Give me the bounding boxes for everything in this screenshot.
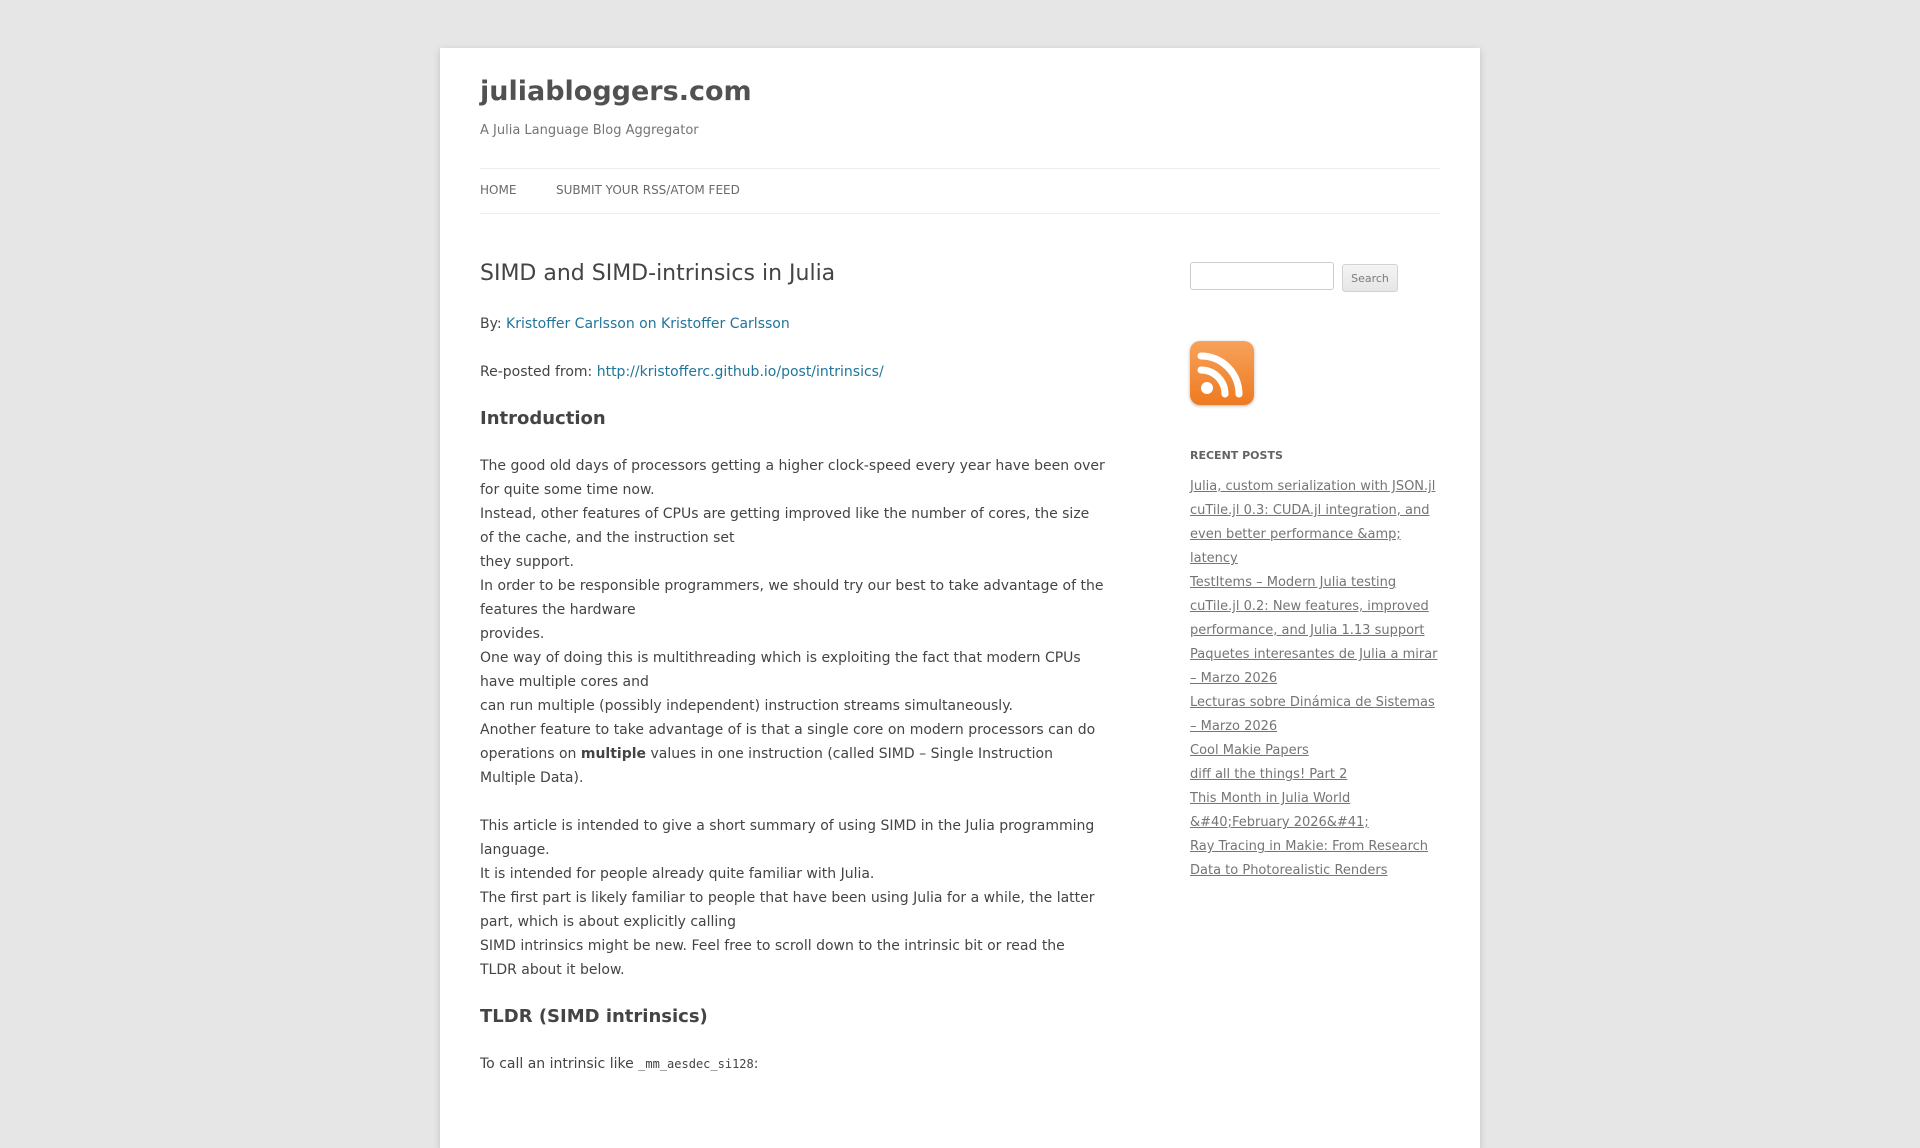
recent-post-link[interactable]: Julia, custom serialization with JSON.jl (1190, 479, 1436, 494)
post-byline (480, 312, 1105, 336)
search-input[interactable] (1190, 262, 1334, 290)
list-item (1190, 571, 1440, 595)
recent-posts-title: RECENT POSTS (1190, 449, 1283, 462)
recent-posts-list (1190, 475, 1440, 883)
list-item (1190, 835, 1440, 883)
source-link[interactable]: http://kristofferc.github.io/post/intrinsics/ (596, 364, 884, 380)
site-description: A Julia Language Blog Aggregator (480, 123, 699, 138)
recent-post-link[interactable]: Paquetes interesantes de Julia a mirar – Marzo 2026 (1190, 647, 1438, 686)
rss-icon (1190, 341, 1254, 405)
recent-post-link[interactable]: cuTile.jl 0.3: CUDA.jl integration, and even better performance &amp; latency (1190, 503, 1430, 566)
paragraph: It is intended for people already quite familiar with Julia. (480, 866, 875, 882)
paragraph: can run multiple (possibly independent) instruction streams simultaneously. (480, 698, 1013, 714)
nav-item-submit-feed[interactable]: SUBMIT YOUR RSS/ATOM FEED (556, 183, 740, 197)
recent-post-link[interactable]: Lecturas sobre Dinámica de Sistemas – Marzo 2026 (1190, 695, 1435, 734)
recent-post-link[interactable]: cuTile.jl 0.2: New features, improved performance, and Julia 1.13 support (1190, 599, 1429, 638)
rss-feed-icon[interactable] (1190, 341, 1254, 405)
list-item (1190, 643, 1440, 691)
heading-tldr: TLDR (SIMD intrinsics) (480, 1006, 708, 1027)
recent-post-link[interactable]: TestItems – Modern Julia testing (1190, 575, 1397, 590)
list-item (1190, 595, 1440, 643)
heading-introduction: Introduction (480, 408, 606, 429)
paragraph: This article is intended to give a short summary of using SIMD in the Julia programming language. (480, 818, 1095, 858)
nav-item-home[interactable]: HOME (480, 183, 517, 197)
text-span: To call an intrinsic like (480, 1056, 639, 1072)
recent-post-link[interactable]: Ray Tracing in Makie: From Research Data to Photorealistic Renders (1190, 839, 1429, 878)
post-content (480, 258, 1105, 1076)
recent-post-link[interactable]: Cool Makie Papers (1190, 743, 1309, 758)
paragraph: provides. (480, 626, 545, 642)
paragraph: The first part is likely familiar to people that have been using Julia for a while, the latter part, which is about explicitly calling (480, 890, 1095, 930)
recent-post-link[interactable]: diff all the things! Part 2 (1190, 767, 1348, 782)
paragraph: they support. (480, 554, 574, 570)
paragraph: In order to be responsible programmers, we should try our best to take advantage of the features the hardware (480, 578, 1104, 618)
list-item (1190, 739, 1440, 763)
text-span: : (753, 1056, 759, 1072)
list-item (1190, 499, 1440, 571)
author-link[interactable]: Kristoffer Carlsson on Kristoffer Carlsson (506, 316, 790, 332)
paragraph: The good old days of processors getting a higher clock-speed every year have been over for quite some time now. (480, 458, 1105, 498)
search-button[interactable]: Search (1342, 264, 1398, 292)
paragraph: Instead, other features of CPUs are getting improved like the number of cores, the size of the cache, and the instruction set (480, 506, 1090, 546)
list-item (1190, 787, 1440, 835)
text-span: values in one instruction (called SIMD – Single Instruction Multiple Data). (480, 746, 1053, 786)
post-title: SIMD and SIMD-intrinsics in Julia (480, 261, 836, 286)
site-title[interactable]: juliabloggers.com (480, 76, 752, 107)
list-item (1190, 475, 1440, 499)
paragraph: One way of doing this is multithreading which is exploiting the fact that modern CPUs have multiple cores and (480, 650, 1081, 690)
list-item (1190, 691, 1440, 739)
inline-code: _mm_aesdec_si128 (638, 1057, 754, 1071)
paragraph: SIMD intrinsics might be new. Feel free to scroll down to the intrinsic bit or read the TLDR about it below. (480, 938, 1065, 978)
main-navigation (480, 168, 1440, 214)
reposted-label: Re-posted from: (480, 364, 597, 380)
paragraph (480, 718, 1105, 790)
reposted-line (480, 360, 1105, 384)
paragraph (480, 1052, 1105, 1076)
bold-text: multiple (580, 746, 647, 762)
list-item (1190, 763, 1440, 787)
text-span: Another feature to take advantage of is that a single core on modern processors can do operations on (480, 722, 1096, 762)
page-container (440, 48, 1480, 1148)
by-label: By: (480, 316, 507, 332)
recent-post-link[interactable]: This Month in Julia World &#40;February 2026&#41; (1190, 791, 1369, 830)
